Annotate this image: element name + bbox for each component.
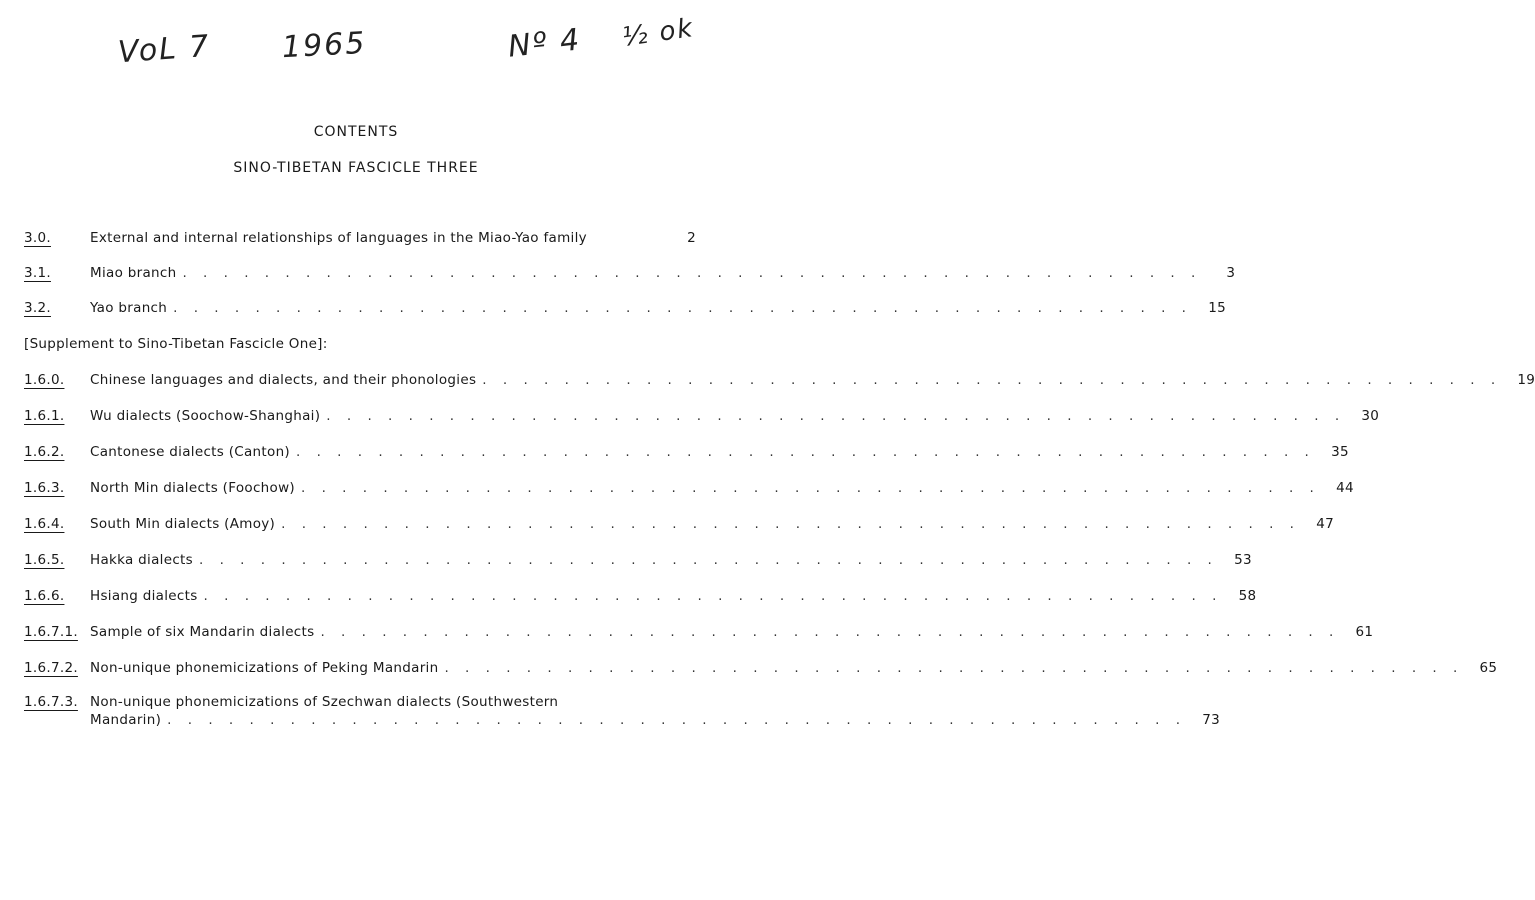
supplement-label: [Supplement to Sino-Tibetan Fascicle One]: — [24, 336, 328, 352]
handwritten-fraction: ½ ok — [620, 13, 697, 53]
entry-title: Non-unique phonemicizations of Szechwan dialects (Southwestern — [90, 694, 559, 710]
leader-dots: . . . . . . . . . . . . . . . . . . . . . . . . . . . . . . . . . . . . . . . . . . . . . . . . . . — [281, 516, 1300, 532]
entry-title: South Min dialects (Amoy) — [90, 516, 276, 532]
entry-title: Sample of six Mandarin dialects — [90, 624, 315, 640]
entry-page: 15 — [1208, 300, 1226, 316]
leader-dots: . . . . . . . . . . . . . . . . . . . . . . . . . . . . . . . . . . . . . . . . . . . . . . . . . . — [301, 480, 1320, 496]
leader-dots: . . . . . . . . . . . . . . . . . . . . . . . . . . . . . . . . . . . . . . . . . . . . . . . . . . — [203, 588, 1223, 604]
entry-number: 3.1. — [24, 265, 51, 281]
toc-entry — [24, 230, 696, 252]
toc-entry — [24, 265, 1236, 287]
entry-page: 58 — [1238, 588, 1257, 604]
entry-number: 1.6.5. — [24, 552, 65, 568]
toc-entry — [24, 408, 1380, 430]
leader-dots: . . . . . . . . . . . . . . . . . . . . . . . . . . . . . . . . . . . . . . . . . . . . . . . . . . — [444, 660, 1464, 676]
entry-title: Miao branch — [90, 265, 177, 281]
entry-number: 1.6.3. — [24, 480, 65, 496]
leader-dots: . . . . . . . . . . . . . . . . . . . . . . . . . . . . . . . . . . . . . . . . . . . . . . . . . . — [482, 372, 1502, 388]
entry-page: 53 — [1234, 552, 1252, 568]
handwritten-annotations — [0, 13, 712, 88]
entry-number: 1.6.0. — [24, 372, 65, 388]
entry-title: Chinese languages and dialects, and their phonologies — [90, 372, 477, 388]
entry-title: External and internal relationships of languages in the Miao-Yao family — [90, 230, 587, 246]
toc-entry — [24, 372, 1535, 394]
leader-dots: . . . . . . . . . . . . . . . . . . . . . . . . . . . . . . . . . . . . . . . . . . . . . . . . . . — [173, 300, 1192, 316]
fascicle-subtitle: SINO-TIBETAN FASCICLE THREE — [233, 160, 479, 176]
leader-dots: . . . . . . . . . . . . . . . . . . . . . . . . . . . . . . . . . . . . . . . . . . . . . . . . . . — [296, 444, 1315, 460]
entry-title: Wu dialects (Soochow-Shanghai) — [90, 408, 321, 424]
entry-number: 1.6.7.3. — [24, 694, 78, 710]
entry-title: Hakka dialects — [90, 552, 193, 568]
entry-page: 73 — [1202, 712, 1220, 728]
toc-entry — [24, 480, 1354, 502]
toc-entry — [24, 660, 1498, 682]
toc-entry — [24, 624, 1374, 646]
entry-title: North Min dialects (Foochow) — [90, 480, 295, 496]
toc-entry-continuation — [90, 712, 1220, 734]
entry-page: 44 — [1336, 480, 1354, 496]
entry-title: Hsiang dialects — [90, 588, 198, 604]
toc-entry — [24, 516, 1334, 538]
entry-number: 1.6.7.1. — [24, 624, 78, 640]
entry-number: 1.6.1. — [24, 408, 65, 424]
entry-number: 1.6.6. — [24, 588, 65, 604]
entry-title: Non-unique phonemicizations of Peking Mandarin — [90, 660, 439, 676]
leader-dots: . . . . . . . . . . . . . . . . . . . . . . . . . . . . . . . . . . . . . . . . . . . . . . . . . . — [199, 552, 1218, 568]
toc-entry — [24, 444, 1349, 466]
entry-number: 1.6.4. — [24, 516, 65, 532]
contents-heading: CONTENTS — [313, 124, 399, 140]
entry-page: 2 — [687, 230, 696, 246]
entry-number: 1.6.7.2. — [24, 660, 78, 676]
entry-title-continuation: Mandarin) — [90, 712, 162, 728]
leader-dots: . . . . . . . . . . . . . . . . . . . . . . . . . . . . . . . . . . . . . . . . . . . . . . . . . . — [167, 712, 1186, 728]
entry-page: 3 — [1226, 265, 1236, 281]
handwritten-volume: VoL 7 — [116, 28, 212, 71]
entry-number: 1.6.2. — [24, 444, 65, 460]
entry-page: 65 — [1479, 660, 1498, 676]
entry-title: Cantonese dialects (Canton) — [90, 444, 290, 460]
entry-page: 35 — [1331, 444, 1349, 460]
entry-page: 30 — [1361, 408, 1380, 424]
handwritten-number: Nº 4 — [506, 22, 583, 65]
entry-number: 3.0. — [24, 230, 51, 246]
toc-entry — [24, 552, 1252, 574]
handwritten-year: 1965 — [281, 25, 368, 66]
entry-page: 47 — [1316, 516, 1334, 532]
leader-dots: . . . . . . . . . . . . . . . . . . . . . . . . . . . . . . . . . . . . . . . . . . . . . . . . . . — [182, 265, 1202, 281]
leader-dots: . . . . . . . . . . . . . . . . . . . . . . . . . . . . . . . . . . . . . . . . . . . . . . . . . . — [326, 408, 1346, 424]
toc-entry — [24, 588, 1257, 610]
entry-number: 3.2. — [24, 300, 51, 316]
entry-title: Yao branch — [90, 300, 168, 316]
toc-entry — [24, 300, 1226, 322]
entry-page: 61 — [1355, 624, 1374, 640]
entry-page: 19 — [1517, 372, 1535, 388]
leader-dots: . . . . . . . . . . . . . . . . . . . . . . . . . . . . . . . . . . . . . . . . . . . . . . . . . . — [320, 624, 1340, 640]
